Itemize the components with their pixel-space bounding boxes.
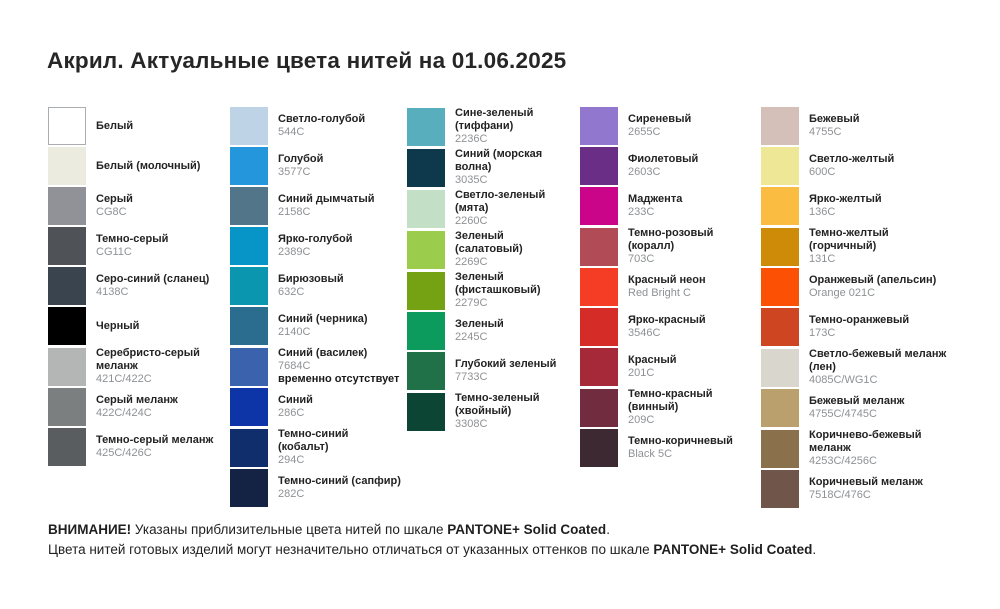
- color-text: [628, 274, 712, 300]
- footer-line-1-text: Указаны приблизительные цвета нитей по шкале: [131, 522, 448, 537]
- color-name: Темно-желтый (горчичный): [809, 227, 889, 252]
- color-text: [96, 193, 139, 219]
- color-text: [455, 107, 580, 146]
- color-name: Светло-голубой: [278, 113, 366, 125]
- color-text: [278, 475, 407, 501]
- color-name: Глубокий зеленый: [455, 358, 557, 370]
- color-name: Темно-зеленый (хвойный): [455, 392, 540, 417]
- color-item: [48, 428, 230, 466]
- color-name: Серый: [96, 193, 133, 205]
- color-swatch: [230, 469, 268, 507]
- color-text: [455, 358, 562, 384]
- color-name: Коричневый меланж: [809, 476, 923, 488]
- color-text: [628, 113, 697, 139]
- color-item: [407, 392, 580, 431]
- pantone-code: 2389C: [278, 246, 311, 258]
- color-item: [230, 388, 407, 426]
- pantone-code: 136C: [809, 206, 836, 218]
- color-swatch: [580, 348, 618, 386]
- color-name: Сине-зеленый (тиффани): [455, 107, 534, 132]
- color-swatch: [407, 352, 445, 390]
- color-swatch: [761, 349, 799, 387]
- color-name: Фиолетовый: [628, 153, 699, 165]
- color-text: [96, 347, 230, 386]
- pantone-code: Red Bright C: [628, 287, 691, 299]
- color-item: [230, 469, 407, 507]
- color-name: Зеленый: [455, 318, 504, 330]
- color-item: [761, 348, 961, 387]
- pantone-code: CG11C: [96, 246, 132, 258]
- pantone-code: 2269C: [455, 256, 488, 268]
- color-item: [48, 187, 230, 225]
- color-swatch: [48, 307, 86, 345]
- color-name: Темно-синий (сапфир): [278, 475, 401, 487]
- color-swatch: [407, 272, 445, 310]
- color-name: Коричнево-бежевый меланж: [809, 429, 922, 454]
- color-swatch: [48, 147, 86, 185]
- color-text: [809, 429, 961, 468]
- color-name: Маджента: [628, 193, 683, 205]
- color-swatch: [580, 308, 618, 346]
- color-text: [809, 153, 900, 179]
- color-swatch: [580, 389, 618, 427]
- pantone-code: 173C: [809, 327, 836, 339]
- color-name: Темно-серый меланж: [96, 434, 214, 446]
- color-name: Бежевый: [809, 113, 860, 125]
- color-item: [761, 470, 961, 508]
- color-grid: [48, 107, 961, 510]
- pantone-code: 2158C: [278, 206, 311, 218]
- color-item: [230, 307, 407, 345]
- color-text: [455, 189, 580, 228]
- color-swatch: [48, 227, 86, 265]
- color-name: Синий дымчатый: [278, 193, 375, 205]
- color-item: [761, 107, 961, 145]
- color-swatch: [761, 268, 799, 306]
- color-swatch: [580, 107, 618, 145]
- color-item: [230, 347, 407, 386]
- pantone-code: 4253C/4256C: [809, 455, 877, 467]
- color-text: [278, 428, 407, 467]
- color-swatch: [580, 147, 618, 185]
- pantone-code: Black 5C: [628, 448, 673, 460]
- color-swatch: [407, 190, 445, 228]
- color-swatch: [230, 307, 268, 345]
- pantone-code: 7518C/476C: [809, 489, 871, 501]
- color-item: [407, 148, 580, 187]
- pantone-code: 2245C: [455, 331, 488, 343]
- color-text: [809, 227, 961, 266]
- color-text: [809, 348, 961, 387]
- color-text: [809, 476, 929, 502]
- color-text: [809, 193, 888, 219]
- color-swatch: [48, 267, 86, 305]
- color-swatch: [230, 147, 268, 185]
- pantone-code: 4755C/4745C: [809, 408, 877, 420]
- color-item: [580, 107, 761, 145]
- color-swatch: [407, 108, 445, 146]
- color-name: Серебристо-серый меланж: [96, 347, 200, 372]
- pantone-code: 2279C: [455, 297, 488, 309]
- color-swatch: [230, 348, 268, 386]
- pantone-code: 7733C: [455, 371, 488, 383]
- color-item: [580, 227, 761, 266]
- color-name: Синий (василек): [278, 347, 368, 359]
- color-name: Бежевый меланж: [809, 395, 905, 407]
- pantone-code: 4138C: [96, 286, 129, 298]
- color-text: [809, 274, 942, 300]
- color-item: [761, 147, 961, 185]
- color-item: [48, 107, 230, 145]
- color-item: [580, 388, 761, 427]
- color-swatch: [48, 187, 86, 225]
- color-item: [48, 147, 230, 185]
- color-name: Сиреневый: [628, 113, 692, 125]
- color-text: [96, 233, 174, 259]
- color-name: Светло-бежевый меланж (лен): [809, 348, 947, 373]
- color-swatch: [761, 107, 799, 145]
- footer-pantone-label-2: PANTONE+ Solid Coated: [653, 541, 813, 557]
- color-text: [278, 153, 329, 179]
- pantone-code: 600C: [809, 166, 836, 178]
- footer-line-1: [48, 520, 958, 540]
- color-item: [580, 348, 761, 386]
- pantone-code: 3035C: [455, 174, 488, 186]
- pantone-code: 201C: [628, 367, 655, 379]
- color-name: Темно-серый: [96, 233, 169, 245]
- color-name: Серо-синий (сланец): [96, 273, 210, 285]
- color-name: Светло-желтый: [809, 153, 895, 165]
- color-swatch: [48, 107, 86, 145]
- pantone-code: 2236C: [455, 133, 488, 145]
- color-text: [278, 273, 350, 299]
- pantone-code: 3308C: [455, 418, 488, 430]
- color-swatch: [407, 231, 445, 269]
- color-item: [48, 347, 230, 386]
- color-item: [761, 187, 961, 225]
- color-text: [278, 313, 374, 339]
- color-item: [230, 227, 407, 265]
- color-name: Ярко-красный: [628, 314, 706, 326]
- color-name: Зеленый (фисташковый): [455, 271, 541, 296]
- color-item: [407, 352, 580, 390]
- color-item: [48, 267, 230, 305]
- color-name: Синий (черника): [278, 313, 368, 325]
- footer-line-2: [48, 540, 958, 560]
- color-swatch: [580, 187, 618, 225]
- color-item: [580, 147, 761, 185]
- pantone-code: 422C/424C: [96, 407, 152, 419]
- color-text: [96, 160, 206, 173]
- color-text: [278, 394, 319, 420]
- color-name: Темно-красный (винный): [628, 388, 713, 413]
- pantone-code: 233C: [628, 206, 655, 218]
- color-swatch: [230, 187, 268, 225]
- pantone-code: 544C: [278, 126, 305, 138]
- pantone-code: Orange 021C: [809, 287, 876, 299]
- pantone-code: 294C: [278, 454, 305, 466]
- color-name: Темно-розовый (коралл): [628, 227, 714, 252]
- pantone-code: 2603C: [628, 166, 661, 178]
- color-name: Светло-зеленый (мята): [455, 189, 546, 214]
- color-text: [628, 153, 704, 179]
- color-item: [580, 268, 761, 306]
- color-name: Темно-оранжевый: [809, 314, 910, 326]
- color-item: [580, 308, 761, 346]
- color-text: [278, 113, 371, 139]
- color-item: [407, 230, 580, 269]
- footer-pantone-label-1: PANTONE+ Solid Coated: [447, 522, 607, 537]
- color-swatch: [48, 348, 86, 386]
- color-swatch: [407, 312, 445, 350]
- color-text: [455, 148, 580, 187]
- footer-line-1-end: .: [606, 522, 610, 537]
- color-item: [407, 107, 580, 146]
- pantone-code: 7684C: [278, 360, 311, 372]
- color-item: [48, 227, 230, 265]
- color-swatch: [761, 389, 799, 427]
- color-name: Черный: [96, 319, 140, 332]
- pantone-code: 425C/426C: [96, 447, 152, 459]
- availability-note: временно отсутствует: [278, 373, 400, 385]
- color-item: [48, 307, 230, 345]
- color-item: [407, 271, 580, 310]
- color-text: [278, 193, 381, 219]
- color-name: Оранжевый (апельсин): [809, 274, 937, 286]
- color-swatch: [230, 388, 268, 426]
- color-column-4: [580, 107, 761, 469]
- color-swatch: [230, 429, 268, 467]
- color-swatch: [761, 308, 799, 346]
- color-swatch: [230, 267, 268, 305]
- color-swatch: [48, 388, 86, 426]
- color-name: Синий (морская волна): [455, 148, 543, 173]
- color-swatch: [48, 428, 86, 466]
- color-swatch: [580, 429, 618, 467]
- color-text: [628, 227, 761, 266]
- color-text: [455, 230, 580, 269]
- pantone-code: 286C: [278, 407, 305, 419]
- color-name: Темно-синий (кобальт): [278, 428, 349, 453]
- color-column-1: [48, 107, 230, 468]
- color-text: [455, 318, 510, 344]
- color-text: [278, 347, 405, 386]
- color-swatch: [761, 430, 799, 468]
- color-name: Бирюзовый: [278, 273, 344, 285]
- pantone-code: 2140C: [278, 326, 311, 338]
- color-item: [230, 107, 407, 145]
- footer-note: [48, 520, 958, 559]
- color-text: [809, 314, 915, 340]
- color-swatch: [230, 107, 268, 145]
- color-name: Зеленый (салатовый): [455, 230, 523, 255]
- pantone-code: 209C: [628, 414, 655, 426]
- footer-attention-label: ВНИМАНИЕ!: [48, 522, 132, 537]
- color-column-5: [761, 107, 961, 510]
- color-text: [96, 120, 139, 133]
- color-item: [230, 187, 407, 225]
- color-swatch: [407, 149, 445, 187]
- color-name: Синий: [278, 394, 313, 406]
- color-text: [96, 273, 215, 299]
- pantone-code: 282C: [278, 488, 305, 500]
- color-item: [761, 389, 961, 427]
- pantone-code: 2655C: [628, 126, 661, 138]
- pantone-code: 3546C: [628, 327, 661, 339]
- color-text: [628, 193, 688, 219]
- color-text: [455, 392, 580, 431]
- footer-line-2-end: .: [812, 541, 817, 557]
- color-name: Белый: [96, 119, 134, 132]
- color-text: [455, 271, 580, 310]
- color-item: [230, 428, 407, 467]
- color-item: [230, 147, 407, 185]
- color-text: [628, 314, 712, 340]
- color-name: Ярко-голубой: [278, 233, 353, 245]
- color-swatch: [230, 227, 268, 265]
- pantone-code: 703C: [628, 253, 655, 265]
- color-swatch: [761, 228, 799, 266]
- pantone-code: 131C: [809, 253, 836, 265]
- color-text: [628, 354, 682, 380]
- color-item: [48, 388, 230, 426]
- color-name: Темно-коричневый: [628, 435, 733, 447]
- color-name: Красный: [628, 354, 677, 366]
- color-name: Красный неон: [628, 274, 706, 286]
- color-swatch: [761, 187, 799, 225]
- color-text: [278, 233, 359, 259]
- page-title: Акрил. Актуальные цвета нитей на 01.06.2025: [47, 48, 567, 73]
- color-name: Голубой: [278, 153, 324, 165]
- color-column-3: [407, 107, 580, 433]
- pantone-code: 4755C: [809, 126, 842, 138]
- pantone-code: 632C: [278, 286, 305, 298]
- color-name: Серый меланж: [96, 394, 178, 406]
- color-item: [230, 267, 407, 305]
- color-text: [628, 388, 761, 427]
- color-swatch: [761, 147, 799, 185]
- color-name: Ярко-желтый: [809, 193, 882, 205]
- color-text: [809, 113, 866, 139]
- pantone-code: 421C/422C: [96, 373, 152, 385]
- color-item: [407, 312, 580, 350]
- color-text: [96, 394, 184, 420]
- color-swatch: [580, 228, 618, 266]
- pantone-code: CG8C: [96, 206, 127, 218]
- color-item: [761, 227, 961, 266]
- color-text: [96, 320, 145, 333]
- color-text: [809, 395, 910, 421]
- color-item: [761, 268, 961, 306]
- footer-line-2-text: Цвета нитей готовых изделий могут незначительно отличаться от указанных оттенков по шкале: [48, 541, 654, 557]
- color-item: [407, 189, 580, 228]
- color-item: [761, 308, 961, 346]
- pantone-code: 3577C: [278, 166, 311, 178]
- color-text: [628, 435, 739, 461]
- pantone-code: 4085C/WG1C: [809, 374, 878, 386]
- pantone-code: 2260C: [455, 215, 488, 227]
- color-column-2: [230, 107, 407, 509]
- color-item: [580, 429, 761, 467]
- color-name: Белый (молочный): [96, 159, 201, 172]
- color-swatch: [407, 393, 445, 431]
- color-swatch: [580, 268, 618, 306]
- color-text: [96, 434, 219, 460]
- color-item: [580, 187, 761, 225]
- color-item: [761, 429, 961, 468]
- color-swatch: [761, 470, 799, 508]
